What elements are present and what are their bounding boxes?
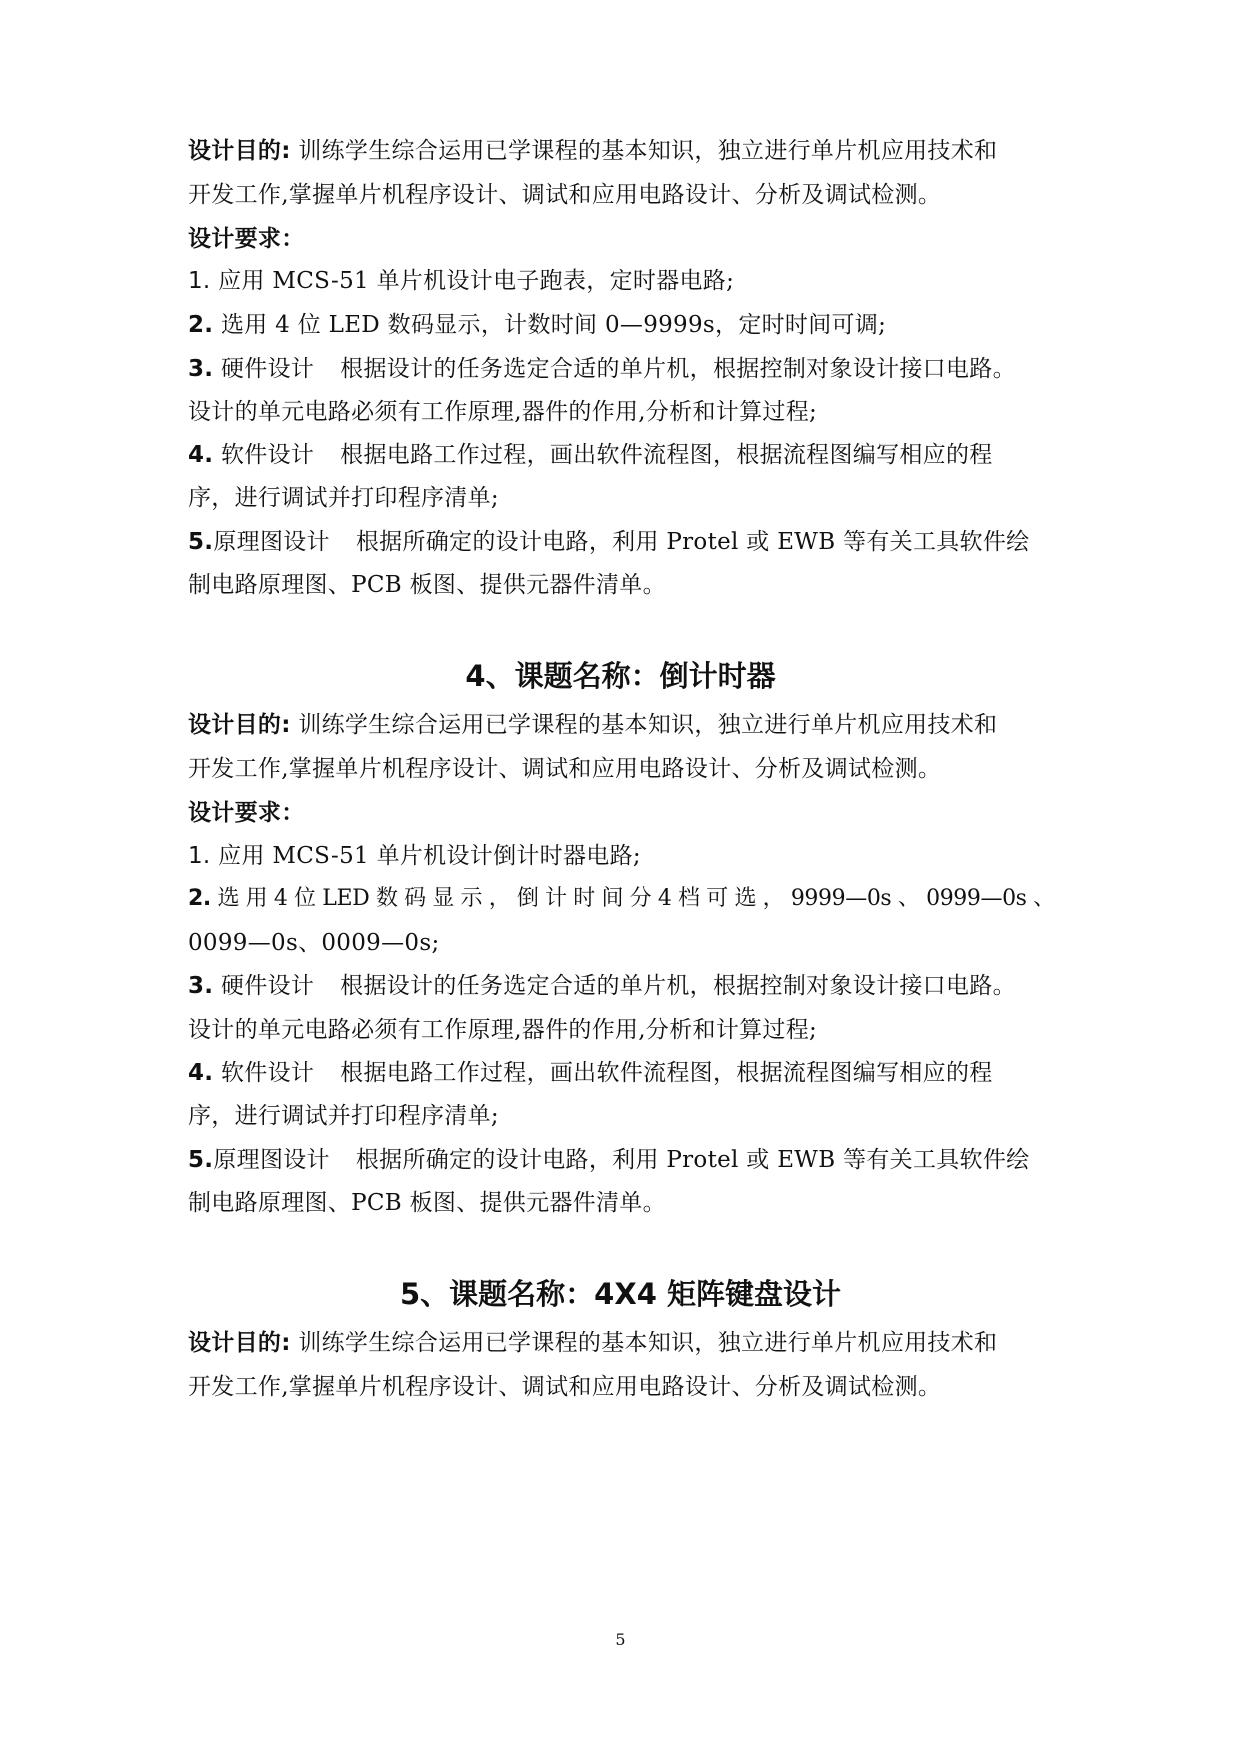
section-heading-4: 4、课题名称：倒计时器: [465, 659, 776, 693]
item-text: 根据电路工作过程，画出软件流程图，根据流程图编写相应的程: [340, 1060, 993, 1086]
item-number: 3.: [188, 973, 214, 999]
item-number: 3.: [188, 356, 214, 382]
requirement-item-3-cont: 设计的单元电路必须有工作原理,器件的作用,分析和计算过程;: [188, 399, 818, 425]
item-number: 4.: [188, 1060, 214, 1086]
requirement-item-4: [188, 1056, 1068, 1090]
section-heading-5: 5、课题名称：4X4 矩阵键盘设计: [400, 1277, 841, 1311]
requirement-item-4: [188, 438, 1068, 472]
item-text: 根据所确定的设计电路，利用 Protel 或 EWB 等有关工具软件绘: [355, 1147, 1030, 1173]
item-number: 1.: [188, 268, 211, 294]
purpose-text: 训练学生综合运用已学课程的基本知识，独立进行单片机应用技术和: [298, 1330, 998, 1356]
item-number: 1.: [188, 843, 211, 869]
requirement-item-4-cont: 序，进行调试并打印程序清单;: [188, 1103, 499, 1129]
requirement-item-4-cont: 序，进行调试并打印程序清单;: [188, 485, 499, 511]
item-text: 根据设计的任务选定合适的单片机，根据控制对象设计接口电路。: [340, 973, 1016, 999]
purpose-line: [188, 1326, 1068, 1360]
requirement-item-1: [188, 839, 1068, 873]
item-text: 选 用 4 位 LED 数 码 显 示 ， 倒 计 时 间 分 4 档 可 选 ， 9999—0s 、 0999—0s 、: [217, 886, 1055, 911]
item-title: 原理图设计: [213, 1147, 330, 1173]
item-text: 根据设计的任务选定合适的单片机，根据控制对象设计接口电路。: [340, 356, 1016, 382]
requirement-item-3: [188, 352, 1068, 386]
item-text: 根据电路工作过程，画出软件流程图，根据流程图编写相应的程: [340, 442, 993, 468]
requirement-item-3: [188, 969, 1068, 1003]
requirements-label: 设计要求：: [188, 226, 305, 252]
purpose-label: 设计目的:: [188, 138, 291, 164]
purpose-line: [188, 134, 1068, 168]
requirement-item-2-cont: 0099—0s、0009—0s;: [188, 930, 440, 956]
page-number: 5: [615, 1630, 626, 1649]
purpose-text: 训练学生综合运用已学课程的基本知识，独立进行单片机应用技术和: [298, 138, 998, 164]
requirement-item-5: [188, 1143, 1068, 1177]
requirement-item-5: [188, 525, 1068, 559]
purpose-label: 设计目的:: [188, 712, 291, 738]
item-number: 5.: [188, 1147, 214, 1173]
requirement-item-3-cont: 设计的单元电路必须有工作原理,器件的作用,分析和计算过程;: [188, 1017, 818, 1043]
purpose-line-2: 开发工作,掌握单片机程序设计、调试和应用电路设计、分析及调试检测。: [188, 182, 942, 208]
requirement-item-1: [188, 264, 1068, 298]
item-title: 原理图设计: [213, 529, 330, 555]
item-title: 软件设计: [220, 1060, 315, 1086]
purpose-line-2: 开发工作,掌握单片机程序设计、调试和应用电路设计、分析及调试检测。: [188, 1374, 942, 1400]
item-title: 硬件设计: [220, 356, 315, 382]
item-title: 软件设计: [220, 442, 315, 468]
item-title: 硬件设计: [220, 973, 315, 999]
purpose-text: 训练学生综合运用已学课程的基本知识，独立进行单片机应用技术和: [298, 712, 998, 738]
item-number: 2.: [188, 886, 211, 911]
item-number: 5.: [188, 529, 214, 555]
requirement-item-5-cont: 制电路原理图、PCB 板图、提供元器件清单。: [188, 572, 666, 598]
purpose-line-2: 开发工作,掌握单片机程序设计、调试和应用电路设计、分析及调试检测。: [188, 756, 942, 782]
purpose-line: [188, 708, 1068, 742]
item-number: 4.: [188, 442, 214, 468]
requirement-item-5-cont: 制电路原理图、PCB 板图、提供元器件清单。: [188, 1190, 666, 1216]
requirement-item-2: [188, 882, 1068, 916]
item-text: 选用 4 位 LED 数码显示，计数时间 0—9999s，定时时间可调;: [220, 312, 887, 338]
requirement-item-2: [188, 308, 1068, 342]
item-text: 应用 MCS-51 单片机设计倒计时器电路;: [218, 843, 641, 869]
item-number: 2.: [188, 312, 214, 338]
requirements-label: 设计要求：: [188, 800, 305, 826]
purpose-label: 设计目的:: [188, 1330, 291, 1356]
item-text: 根据所确定的设计电路，利用 Protel 或 EWB 等有关工具软件绘: [355, 529, 1030, 555]
item-text: 应用 MCS-51 单片机设计电子跑表，定时器电路;: [218, 268, 735, 294]
